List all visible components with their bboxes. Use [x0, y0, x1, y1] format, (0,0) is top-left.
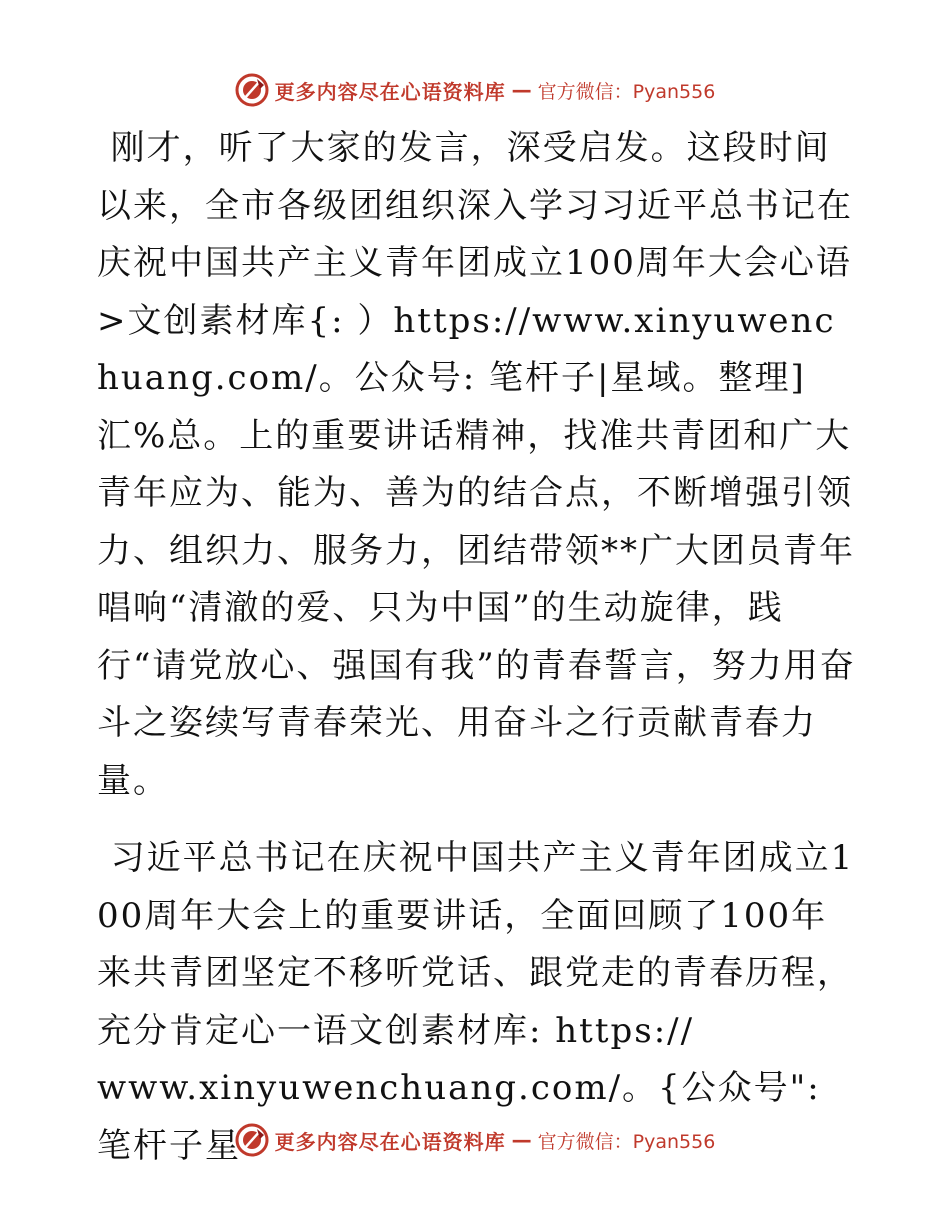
header-wechat-text: 官方微信：Pyan556: [537, 80, 716, 103]
footer-site-text: 更多内容尽在心语资料库: [274, 1129, 506, 1154]
footer-banner: [0, 1120, 950, 1160]
body-paragraph-1: 刚才，听了大家的发言，深受启发。这段时间以来，全市各级团组织深入学习习近平总书记在庆祝中国共产主义青年团成立100周年大会心语>文创素材库{: ）https://www.xinyuwenchuang.com/。公众号: 笔杆子|星域。整理]汇%总。上的重要讲话精神，找准共青团和广大青年应为、能为、善为的结合点，不断增强引领力、组织力、服务力，团结带领**广大团员青年唱响“清澈的爱、只为中国”的生动旋律，践行“请党放心、强国有我”的青春誓言，努力用奋斗之姿续写青春荣光、用奋斗之行贡献青春力量。: [97, 128, 856, 801]
footer-wechat-text: 官方微信：Pyan556: [537, 1130, 716, 1153]
header-banner-inner: [235, 73, 716, 107]
pen-logo-icon: [235, 1123, 269, 1157]
footer-banner-inner: [235, 1123, 716, 1157]
header-banner: [0, 70, 950, 110]
header-site-text: 更多内容尽在心语资料库: [274, 79, 506, 104]
footer-separator: —: [511, 1128, 532, 1152]
header-separator: —: [511, 78, 532, 102]
pen-logo-icon: [235, 73, 269, 107]
document-body: [97, 120, 857, 1175]
body-paragraph-2: 习近平总书记在庆祝中国共产主义青年团成立100周年大会上的重要讲话，全面回顾了100年来共青团坚定不移听党话、跟党走的青春历程，充分肯定心一语文创素材库: https:// www.xinyuwenchuang.com/。{公众号": 笔杆子星: [97, 838, 855, 1166]
